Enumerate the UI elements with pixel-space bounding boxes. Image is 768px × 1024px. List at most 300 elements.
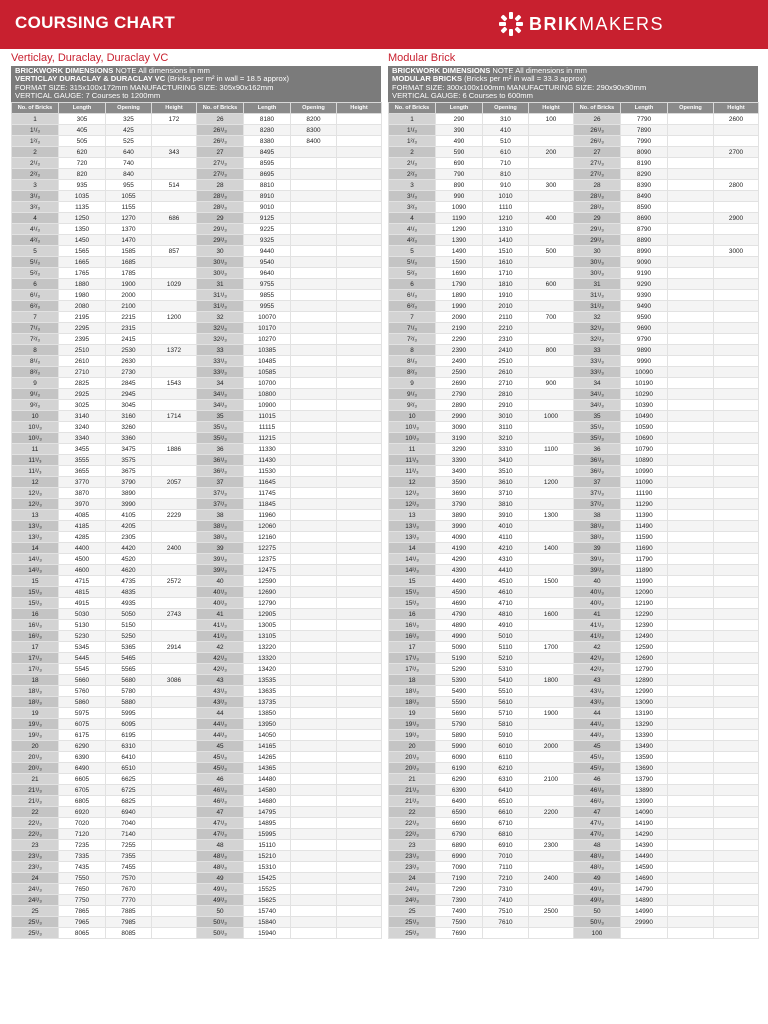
table-cell bbox=[337, 444, 382, 455]
table-cell bbox=[714, 708, 759, 719]
table-cell: 6810 bbox=[483, 829, 529, 840]
table-cell: 2610 bbox=[59, 356, 106, 367]
table-row bbox=[12, 587, 382, 598]
table-cell: 7290 bbox=[436, 884, 483, 895]
table-cell: 3455 bbox=[59, 444, 106, 455]
table-cell: 13²/₃ bbox=[389, 532, 436, 543]
table-cell: 5880 bbox=[106, 697, 152, 708]
table-cell bbox=[668, 367, 714, 378]
brand-name: BRIKMAKERS bbox=[529, 13, 665, 34]
table-cell: 30¹/₃ bbox=[574, 257, 621, 268]
table-cell: 9955 bbox=[244, 301, 291, 312]
table-row bbox=[389, 906, 759, 917]
table-row bbox=[12, 180, 382, 191]
table-cell bbox=[337, 609, 382, 620]
table-cell bbox=[337, 807, 382, 818]
table-row bbox=[12, 466, 382, 477]
table-cell bbox=[529, 785, 574, 796]
table-cell: 490 bbox=[436, 136, 483, 147]
table-cell: 44²/₃ bbox=[574, 730, 621, 741]
table-cell bbox=[152, 169, 197, 180]
table-cell bbox=[152, 620, 197, 631]
table-cell: 14990 bbox=[621, 906, 668, 917]
table-cell: 6725 bbox=[106, 785, 152, 796]
table-cell bbox=[668, 862, 714, 873]
table-cell: 710 bbox=[483, 158, 529, 169]
table-cell: 36¹/₃ bbox=[197, 455, 244, 466]
table-row bbox=[389, 158, 759, 169]
table-cell bbox=[668, 598, 714, 609]
table-cell bbox=[337, 620, 382, 631]
table-cell: 3790 bbox=[436, 499, 483, 510]
table-cell: 7990 bbox=[621, 136, 668, 147]
table-cell bbox=[668, 356, 714, 367]
table-cell: 11¹/₃ bbox=[389, 455, 436, 466]
table-cell: 4620 bbox=[106, 565, 152, 576]
table-cell: 8690 bbox=[621, 213, 668, 224]
table-cell bbox=[714, 543, 759, 554]
table-cell bbox=[152, 840, 197, 851]
table-cell: 1490 bbox=[436, 246, 483, 257]
table-row bbox=[12, 774, 382, 785]
table-cell: 5790 bbox=[436, 719, 483, 730]
table-cell: 6075 bbox=[59, 719, 106, 730]
table-cell: 1350 bbox=[59, 224, 106, 235]
table-cell bbox=[529, 158, 574, 169]
table-cell bbox=[291, 323, 337, 334]
table-row bbox=[12, 521, 382, 532]
table-cell: 6310 bbox=[106, 741, 152, 752]
table-cell: 11190 bbox=[621, 488, 668, 499]
table-cell bbox=[668, 719, 714, 730]
table-cell: 4915 bbox=[59, 598, 106, 609]
table-cell: 8085 bbox=[106, 928, 152, 939]
table-row bbox=[389, 818, 759, 829]
table-cell: 23²/₃ bbox=[389, 862, 436, 873]
brand-logo bbox=[498, 10, 664, 38]
table-cell: 38 bbox=[574, 510, 621, 521]
table-cell: 31²/₃ bbox=[197, 301, 244, 312]
table-cell: 3510 bbox=[483, 466, 529, 477]
table-cell bbox=[152, 653, 197, 664]
table-row bbox=[389, 686, 759, 697]
table-cell bbox=[337, 125, 382, 136]
table-cell: 14580 bbox=[244, 785, 291, 796]
table-cell bbox=[714, 818, 759, 829]
table-cell bbox=[291, 290, 337, 301]
table-cell: 8695 bbox=[244, 169, 291, 180]
table-cell: 10890 bbox=[621, 455, 668, 466]
right-coursing-table bbox=[388, 102, 759, 939]
table-cell: 2310 bbox=[483, 334, 529, 345]
table-row bbox=[12, 807, 382, 818]
table-row bbox=[389, 147, 759, 158]
table-cell bbox=[714, 499, 759, 510]
table-cell bbox=[152, 730, 197, 741]
table-cell: 3025 bbox=[59, 400, 106, 411]
table-row bbox=[12, 532, 382, 543]
table-cell: 31¹/₃ bbox=[574, 290, 621, 301]
table-cell: 4205 bbox=[106, 521, 152, 532]
table-row bbox=[12, 851, 382, 862]
table-cell bbox=[152, 763, 197, 774]
table-cell: 12¹/₃ bbox=[389, 488, 436, 499]
table-cell: 3190 bbox=[436, 433, 483, 444]
table-cell bbox=[152, 191, 197, 202]
table-row bbox=[389, 290, 759, 301]
table-cell: 24²/₃ bbox=[12, 895, 59, 906]
table-cell: 7190 bbox=[436, 873, 483, 884]
table-cell: 37²/₃ bbox=[574, 499, 621, 510]
table-cell bbox=[291, 268, 337, 279]
table-cell bbox=[714, 411, 759, 422]
table-cell: 14190 bbox=[621, 818, 668, 829]
table-cell: 1¹/₃ bbox=[12, 125, 59, 136]
table-cell: 29 bbox=[197, 213, 244, 224]
table-cell: 24 bbox=[12, 873, 59, 884]
table-cell bbox=[291, 598, 337, 609]
table-cell bbox=[529, 499, 574, 510]
table-cell: 15¹/₃ bbox=[389, 587, 436, 598]
table-cell: 6590 bbox=[436, 807, 483, 818]
table-cell: 2080 bbox=[59, 301, 106, 312]
table-cell bbox=[152, 334, 197, 345]
table-cell bbox=[668, 774, 714, 785]
table-cell: 1250 bbox=[59, 213, 106, 224]
table-cell bbox=[291, 796, 337, 807]
table-cell: 20 bbox=[389, 741, 436, 752]
table-cell: 2 bbox=[12, 147, 59, 158]
column-header: Height bbox=[714, 103, 759, 114]
table-row bbox=[12, 202, 382, 213]
table-cell bbox=[529, 334, 574, 345]
table-row bbox=[389, 543, 759, 554]
table-cell: 6705 bbox=[59, 785, 106, 796]
table-cell: 1785 bbox=[106, 268, 152, 279]
table-cell: 39²/₃ bbox=[197, 565, 244, 576]
table-cell bbox=[152, 829, 197, 840]
table-row bbox=[389, 565, 759, 576]
table-cell: 25²/₃ bbox=[389, 928, 436, 939]
table-cell: 5410 bbox=[483, 675, 529, 686]
table-cell: 28²/₃ bbox=[197, 202, 244, 213]
table-cell: 50¹/₃ bbox=[197, 917, 244, 928]
table-cell: 1035 bbox=[59, 191, 106, 202]
table-cell bbox=[291, 741, 337, 752]
table-cell bbox=[529, 202, 574, 213]
table-cell bbox=[152, 158, 197, 169]
table-cell: 2390 bbox=[436, 345, 483, 356]
table-cell: 12790 bbox=[244, 598, 291, 609]
table-cell: 42 bbox=[574, 642, 621, 653]
table-cell bbox=[291, 334, 337, 345]
table-cell bbox=[714, 444, 759, 455]
table-cell bbox=[714, 125, 759, 136]
table-cell bbox=[337, 642, 382, 653]
table-cell bbox=[291, 763, 337, 774]
table-cell: 43²/₃ bbox=[197, 697, 244, 708]
table-cell: 2914 bbox=[152, 642, 197, 653]
table-cell bbox=[337, 532, 382, 543]
table-row bbox=[389, 774, 759, 785]
table-cell bbox=[337, 158, 382, 169]
table-cell: 7790 bbox=[621, 114, 668, 125]
table-row bbox=[389, 235, 759, 246]
table-cell: 50¹/₃ bbox=[574, 917, 621, 928]
table-cell: 10385 bbox=[244, 345, 291, 356]
table-cell bbox=[152, 422, 197, 433]
table-cell: 857 bbox=[152, 246, 197, 257]
table-cell: 4110 bbox=[483, 532, 529, 543]
table-row bbox=[389, 433, 759, 444]
table-cell: 1 bbox=[12, 114, 59, 125]
table-cell: 7890 bbox=[621, 125, 668, 136]
table-cell bbox=[529, 587, 574, 598]
table-cell: 4010 bbox=[483, 521, 529, 532]
table-row bbox=[389, 191, 759, 202]
table-cell: 33 bbox=[197, 345, 244, 356]
table-cell: 3260 bbox=[106, 422, 152, 433]
table-cell bbox=[668, 290, 714, 301]
table-cell: 49¹/₃ bbox=[574, 884, 621, 895]
table-cell: 2210 bbox=[483, 323, 529, 334]
table-cell bbox=[714, 334, 759, 345]
right-panel bbox=[388, 66, 758, 939]
table-cell bbox=[668, 730, 714, 741]
table-cell bbox=[668, 180, 714, 191]
table-cell bbox=[291, 554, 337, 565]
table-cell: 325 bbox=[106, 114, 152, 125]
table-cell bbox=[291, 664, 337, 675]
table-cell: 7610 bbox=[483, 917, 529, 928]
table-cell bbox=[714, 730, 759, 741]
table-cell: 14790 bbox=[621, 884, 668, 895]
table-cell: 3010 bbox=[483, 411, 529, 422]
table-cell: 6940 bbox=[106, 807, 152, 818]
table-cell bbox=[152, 290, 197, 301]
table-row bbox=[12, 664, 382, 675]
table-cell: 7120 bbox=[59, 829, 106, 840]
table-cell bbox=[337, 367, 382, 378]
table-cell: 390 bbox=[436, 125, 483, 136]
table-cell: 8²/₃ bbox=[389, 367, 436, 378]
table-cell bbox=[668, 741, 714, 752]
table-row bbox=[12, 675, 382, 686]
table-cell bbox=[291, 356, 337, 367]
table-row bbox=[389, 807, 759, 818]
table-cell bbox=[337, 334, 382, 345]
table-cell: 47²/₃ bbox=[197, 829, 244, 840]
table-row bbox=[389, 114, 759, 125]
table-cell bbox=[291, 147, 337, 158]
table-cell: 5660 bbox=[59, 675, 106, 686]
table-cell: 22 bbox=[389, 807, 436, 818]
table-cell: 21¹/₃ bbox=[389, 785, 436, 796]
table-cell: 39 bbox=[574, 543, 621, 554]
table-cell bbox=[337, 455, 382, 466]
table-cell: 29¹/₃ bbox=[574, 224, 621, 235]
table-cell: 13890 bbox=[621, 785, 668, 796]
table-cell bbox=[337, 389, 382, 400]
table-cell: 15 bbox=[389, 576, 436, 587]
table-cell: 15840 bbox=[244, 917, 291, 928]
table-cell: 7¹/₃ bbox=[389, 323, 436, 334]
table-row bbox=[12, 697, 382, 708]
table-cell: 23¹/₃ bbox=[389, 851, 436, 862]
table-cell: 12690 bbox=[621, 653, 668, 664]
table-cell: 15110 bbox=[244, 840, 291, 851]
table-cell: 35¹/₃ bbox=[574, 422, 621, 433]
right-info-box: BRICKWORK DIMENSIONS NOTE All dimensions in mm MODULAR BRICKS (Bricks per m² in wall = 33.3 approx) FORMAT SIZE: 300x100x100mm MANUFACTURING SIZE: 290x90x90mm VERTICAL GAUGE: 6 Courses to 600mm bbox=[388, 66, 758, 102]
table-cell bbox=[714, 686, 759, 697]
table-cell: 19 bbox=[389, 708, 436, 719]
table-cell bbox=[529, 488, 574, 499]
table-cell: 6910 bbox=[483, 840, 529, 851]
table-row bbox=[12, 543, 382, 554]
table-cell: 100 bbox=[529, 114, 574, 125]
table-cell bbox=[337, 268, 382, 279]
table-cell: 13390 bbox=[621, 730, 668, 741]
table-cell bbox=[668, 213, 714, 224]
table-row bbox=[12, 312, 382, 323]
table-cell bbox=[668, 653, 714, 664]
table-cell: 405 bbox=[59, 125, 106, 136]
table-cell: 2743 bbox=[152, 609, 197, 620]
table-cell bbox=[152, 664, 197, 675]
table-cell bbox=[291, 653, 337, 664]
table-row bbox=[389, 928, 759, 939]
table-cell: 29²/₃ bbox=[574, 235, 621, 246]
table-cell: 1310 bbox=[483, 224, 529, 235]
table-row bbox=[389, 697, 759, 708]
table-row bbox=[389, 312, 759, 323]
table-row bbox=[389, 653, 759, 664]
table-cell: 13535 bbox=[244, 675, 291, 686]
table-cell: 30 bbox=[197, 246, 244, 257]
table-cell bbox=[291, 400, 337, 411]
table-cell: 34¹/₃ bbox=[197, 389, 244, 400]
table-cell: 20¹/₃ bbox=[12, 752, 59, 763]
table-cell: 18¹/₃ bbox=[12, 686, 59, 697]
table-cell: 1600 bbox=[529, 609, 574, 620]
table-cell: 41¹/₃ bbox=[574, 620, 621, 631]
table-cell: 13090 bbox=[621, 697, 668, 708]
table-cell: 9790 bbox=[621, 334, 668, 345]
table-cell: 9190 bbox=[621, 268, 668, 279]
table-cell bbox=[152, 521, 197, 532]
table-cell bbox=[337, 213, 382, 224]
table-cell: 8400 bbox=[291, 136, 337, 147]
table-cell bbox=[337, 180, 382, 191]
table-cell bbox=[337, 928, 382, 939]
table-cell bbox=[714, 477, 759, 488]
table-cell bbox=[668, 620, 714, 631]
table-cell bbox=[668, 686, 714, 697]
table-cell: 10290 bbox=[621, 389, 668, 400]
table-cell: 6290 bbox=[59, 741, 106, 752]
table-cell bbox=[152, 356, 197, 367]
table-cell: 8290 bbox=[621, 169, 668, 180]
table-cell bbox=[152, 741, 197, 752]
table-cell bbox=[337, 378, 382, 389]
table-cell: 44 bbox=[197, 708, 244, 719]
table-cell: 37¹/₃ bbox=[574, 488, 621, 499]
column-header: No. of Bricks bbox=[197, 103, 244, 114]
table-cell: 4 bbox=[12, 213, 59, 224]
table-cell: 18 bbox=[12, 675, 59, 686]
table-cell: 6990 bbox=[436, 851, 483, 862]
table-cell: 525 bbox=[106, 136, 152, 147]
table-cell bbox=[668, 796, 714, 807]
table-row bbox=[12, 455, 382, 466]
table-row bbox=[12, 158, 382, 169]
table-cell: 6310 bbox=[483, 774, 529, 785]
table-cell bbox=[668, 114, 714, 125]
table-cell: 33 bbox=[574, 345, 621, 356]
table-cell: 7455 bbox=[106, 862, 152, 873]
table-cell bbox=[152, 433, 197, 444]
table-row bbox=[12, 906, 382, 917]
table-row bbox=[12, 884, 382, 895]
table-cell bbox=[668, 323, 714, 334]
table-cell bbox=[529, 367, 574, 378]
table-cell: 5490 bbox=[436, 686, 483, 697]
table-cell bbox=[152, 906, 197, 917]
table-cell: 14480 bbox=[244, 774, 291, 785]
table-cell: 6010 bbox=[483, 741, 529, 752]
table-cell: 11²/₃ bbox=[389, 466, 436, 477]
table-cell: 8790 bbox=[621, 224, 668, 235]
table-row bbox=[389, 796, 759, 807]
table-row bbox=[389, 521, 759, 532]
table-cell bbox=[714, 697, 759, 708]
table-cell: 2415 bbox=[106, 334, 152, 345]
table-cell: 9010 bbox=[244, 202, 291, 213]
table-cell: 8380 bbox=[244, 136, 291, 147]
table-cell: 13690 bbox=[621, 763, 668, 774]
table-cell bbox=[291, 510, 337, 521]
table-cell: 25²/₃ bbox=[12, 928, 59, 939]
table-cell: 13420 bbox=[244, 664, 291, 675]
table-cell: 1055 bbox=[106, 191, 152, 202]
table-cell: 45²/₃ bbox=[197, 763, 244, 774]
table-cell: 39²/₃ bbox=[574, 565, 621, 576]
table-cell: 7335 bbox=[59, 851, 106, 862]
table-cell bbox=[668, 400, 714, 411]
table-cell: 11390 bbox=[621, 510, 668, 521]
table-cell: 2305 bbox=[106, 532, 152, 543]
right-section-title: Modular Brick bbox=[388, 52, 456, 64]
table-cell bbox=[483, 928, 529, 939]
table-cell: 8495 bbox=[244, 147, 291, 158]
table-cell bbox=[668, 510, 714, 521]
table-cell: 14690 bbox=[621, 873, 668, 884]
table-cell: 7210 bbox=[483, 873, 529, 884]
table-cell: 37²/₃ bbox=[197, 499, 244, 510]
table-cell: 26²/₃ bbox=[574, 136, 621, 147]
table-cell: 690 bbox=[436, 158, 483, 169]
table-cell: 16²/₃ bbox=[12, 631, 59, 642]
table-cell bbox=[337, 235, 382, 246]
table-cell bbox=[668, 411, 714, 422]
table-cell: 10070 bbox=[244, 312, 291, 323]
table-cell bbox=[337, 598, 382, 609]
table-cell bbox=[291, 367, 337, 378]
table-cell bbox=[529, 224, 574, 235]
table-cell: 14 bbox=[12, 543, 59, 554]
table-cell: 6610 bbox=[483, 807, 529, 818]
table-cell bbox=[291, 708, 337, 719]
